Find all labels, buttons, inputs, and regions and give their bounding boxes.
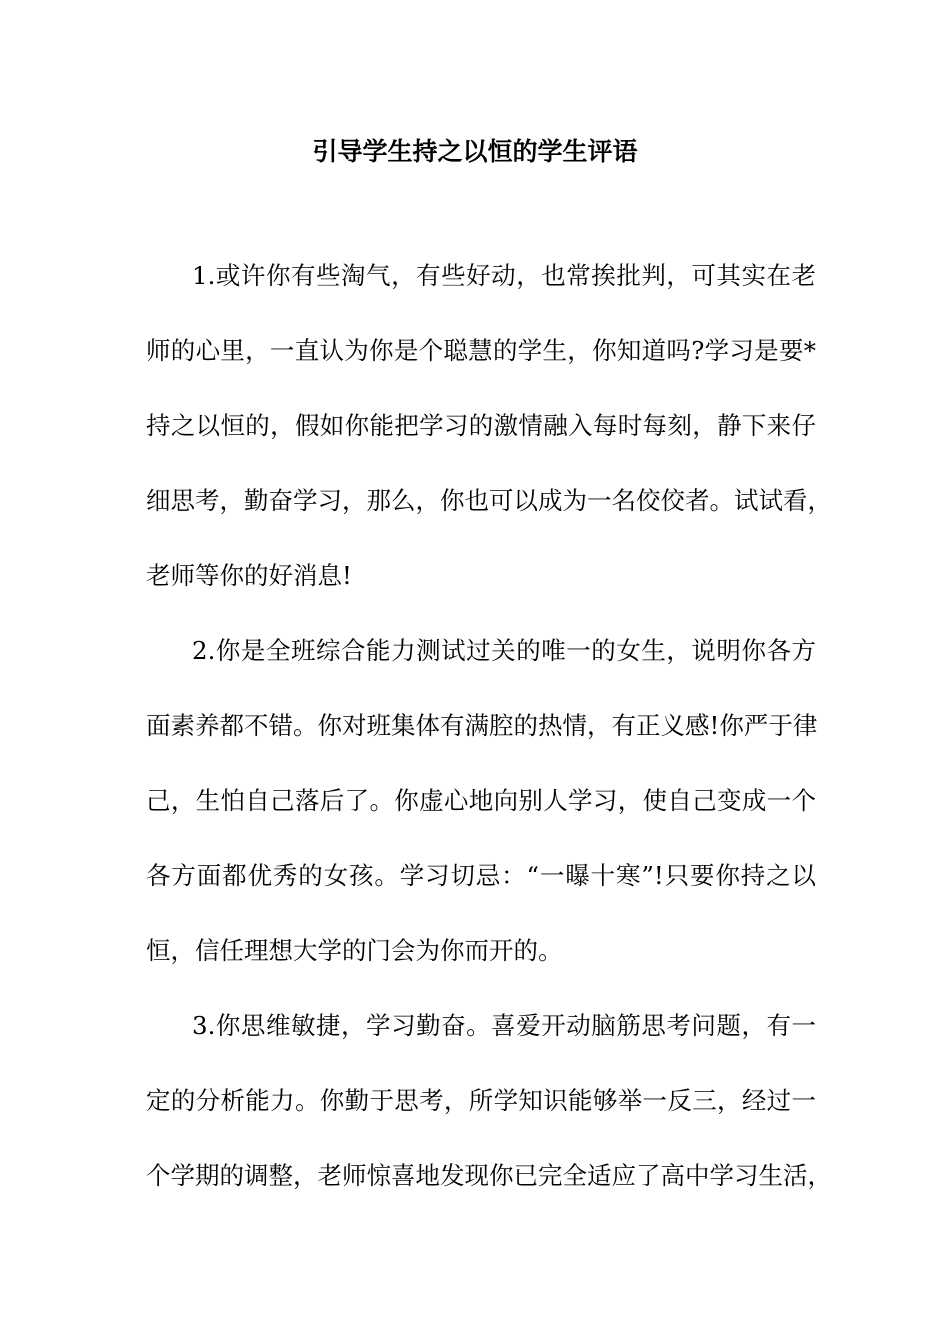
paragraph-2-line-2: 面素养都不错。你对班集体有满腔的热情，有正义感!你严于律 (146, 711, 818, 740)
paragraph-2-line-1: 2.你是全班综合能力测试过关的唯一的女生，说明你各方 (192, 636, 816, 665)
paragraph-1-line-2: 师的心里，一直认为你是个聪慧的学生，你知道吗?学习是要* (146, 336, 816, 365)
paragraph-3-line-1: 3.你思维敏捷，学习勤奋。喜爱开动脑筋思考问题，有一 (192, 1011, 816, 1040)
paragraph-1-line-5: 老师等你的好消息! (146, 561, 352, 590)
paragraph-2-line-5: 恒，信任理想大学的门会为你而开的。 (146, 936, 563, 965)
paragraph-2-line-3: 己，生怕自己落后了。你虚心地向别人学习，使自己变成一个 (146, 786, 816, 815)
paragraph-2-line-4: 各方面都优秀的女孩。学习切忌：“一曝十寒”!只要你持之以 (146, 861, 816, 890)
paragraph-3-line-2: 定的分析能力。你勤于思考，所学知识能够举一反三，经过一 (146, 1086, 816, 1115)
document-title: 引导学生持之以恒的学生评语 (312, 137, 638, 166)
paragraph-1-line-3: 持之以恒的，假如你能把学习的激情融入每时每刻，静下来仔 (146, 411, 816, 440)
paragraph-3-line-3: 个学期的调整，老师惊喜地发现你已完全适应了高中学习生活， (146, 1161, 832, 1190)
paragraph-1-line-4: 细思考，勤奋学习，那么，你也可以成为一名佼佼者。试试看， (146, 486, 832, 515)
paragraph-1-line-1: 1.或许你有些淘气，有些好动，也常挨批判，可其实在老 (192, 261, 816, 290)
